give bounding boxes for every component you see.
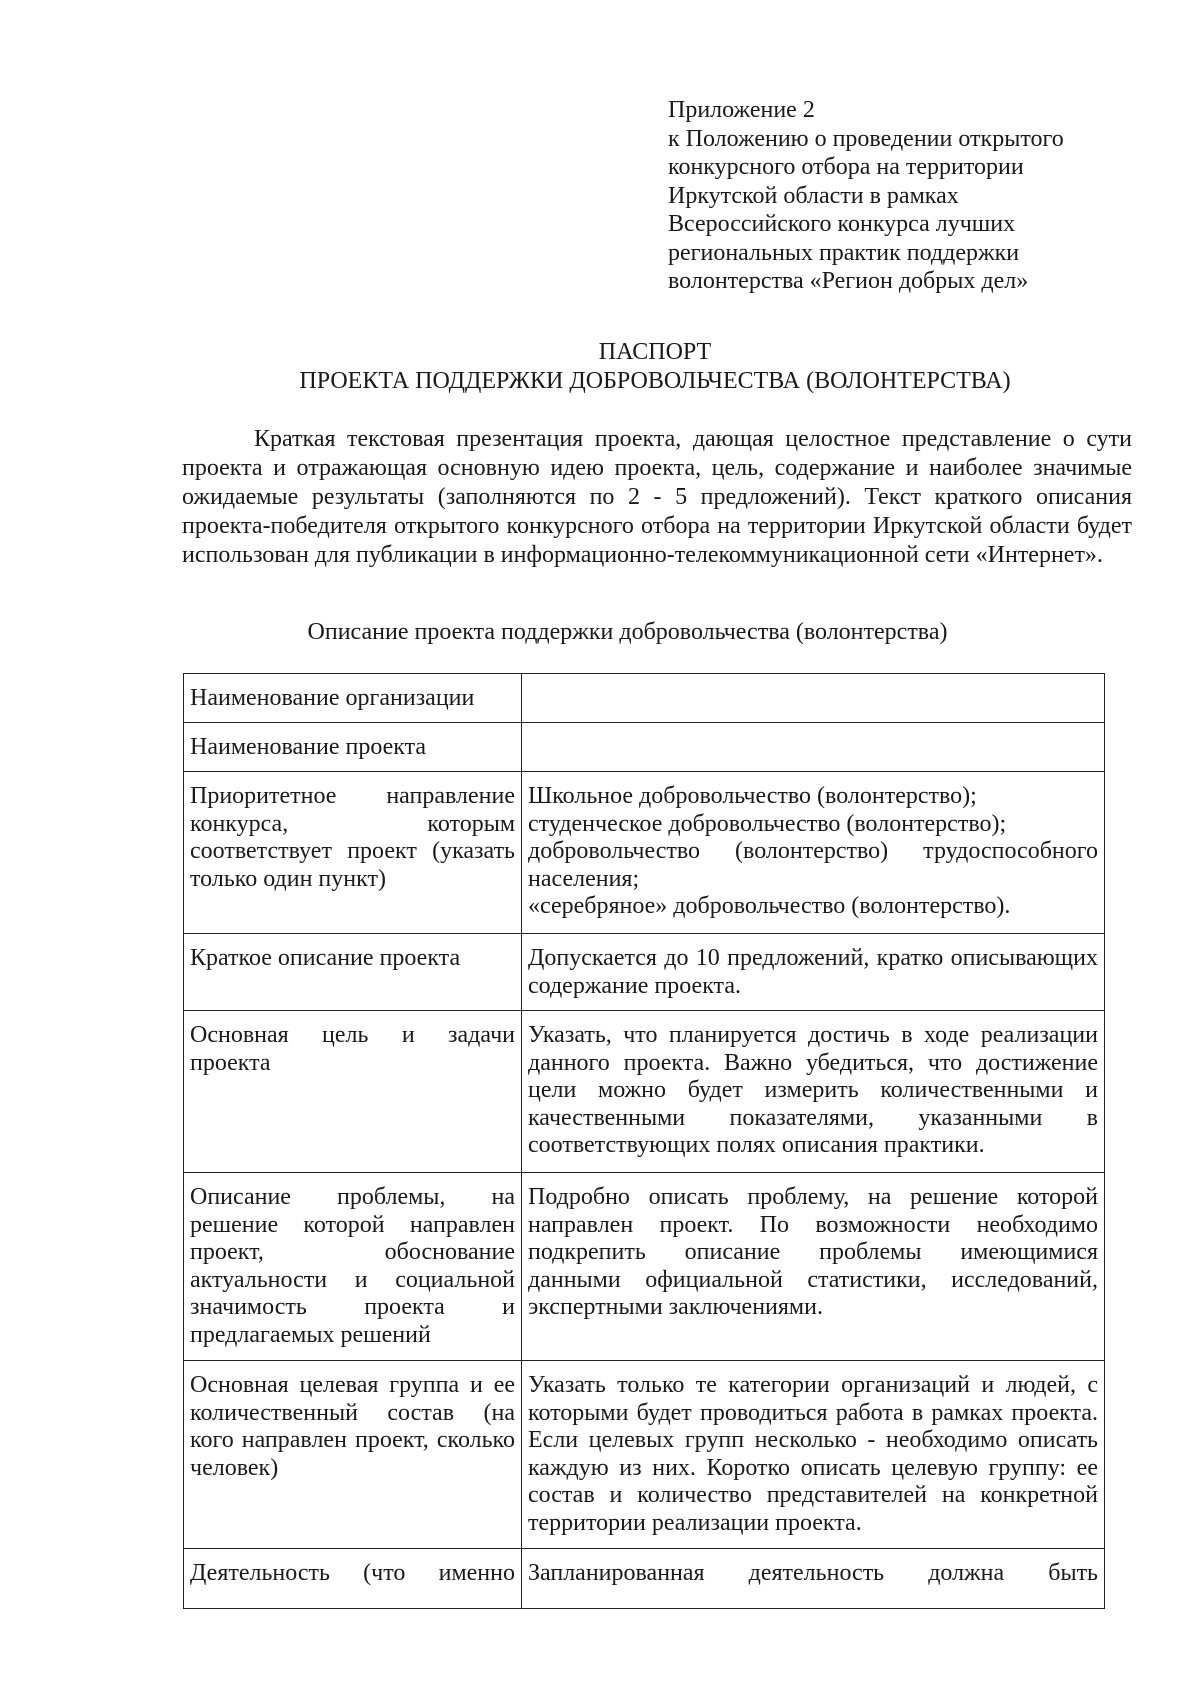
row-value: Допускается до 10 предложений, кратко описывающих содержание проекта. (522, 934, 1105, 1011)
appendix-line: региональных практик поддержки (668, 239, 1020, 266)
table-row (184, 772, 1105, 934)
row-value-line: «серебряное» добровольчество (волонтерство). (528, 893, 1011, 919)
row-value-line: добровольчество (волонтерство) трудоспособного населения; (528, 838, 1098, 892)
table-caption: Описание проекта поддержки добровольчества (волонтерства) (307, 619, 948, 645)
row-label: Приоритетное направление конкурса, которым соответствует проект (указать только один пункт) (184, 772, 522, 934)
row-label: Основная цель и задачи проекта (184, 1011, 522, 1173)
table-row (184, 1361, 1105, 1549)
table-row (184, 1549, 1105, 1609)
appendix-line: Приложение 2 (668, 97, 815, 123)
row-value (522, 723, 1105, 772)
row-value (522, 772, 1105, 934)
row-value: Подробно описать проблему, на решение которой направлен проект. По возможности необходимо подкрепить описание проблемы имеющимися данными официальной статистики, исследований, экспертными заключениями. (522, 1173, 1105, 1361)
table-row (184, 934, 1105, 1011)
row-value-line: студенческое добровольчество (волонтерство); (528, 810, 1007, 837)
row-value (522, 674, 1105, 723)
row-label: Наименование проекта (184, 723, 522, 772)
passport-table (183, 673, 1105, 1609)
appendix-header (668, 96, 1138, 296)
row-value: Указать, что планируется достичь в ходе реализации данного проекта. Важно убедиться, что достижение цели можно будет измерить количественными и качественными показателями, указанными в соответствующих полях описания практики. (522, 1011, 1105, 1173)
row-label: Наименование организации (184, 674, 522, 723)
appendix-line: волонтерства «Регион добрых дел» (668, 268, 1029, 294)
row-label: Основная целевая группа и ее количественный состав (на кого направлен проект, сколько человек) (184, 1361, 522, 1549)
appendix-line: Всероссийского конкурса лучших (668, 211, 1016, 237)
row-label: Описание проблемы, на решение которой направлен проект, обоснование актуальности и социальной значимость проекта и предлагаемых решений (184, 1173, 522, 1361)
document-title: ПАСПОРТ (598, 339, 712, 365)
appendix-line: Иркутской области в рамках (668, 182, 959, 209)
row-label: Деятельность (что именно (184, 1549, 522, 1609)
row-value: Запланированная деятельность должна быть (522, 1549, 1105, 1609)
appendix-line: конкурсного отбора на территории (668, 154, 1024, 180)
intro-paragraph: Краткая текстовая презентация проекта, дающая целостное представление о сути проекта и отражающая основную идею проекта, цель, содержание и наиболее значимые ожидаемые результаты (заполняются по 2 - 5 предложений). Текст краткого описания проекта-победителя открытого конкурсного отбора на территории Иркутской области будет использован для публикации в информационно-телекоммуникационной сети «Интернет». (182, 426, 1132, 568)
row-label: Краткое описание проекта (184, 934, 522, 1011)
row-value-line: Школьное добровольчество (волонтерство); (528, 783, 977, 809)
row-value: Указать только те категории организаций и людей, с которыми будет проводиться работа в рамках проекта. Если целевых групп несколько - необходимо описать каждую из них. Коротко описать целевую группу: ее состав и количество представителей на конкретной территории реализации проекта. (522, 1361, 1105, 1549)
table-row (184, 674, 1105, 723)
document-subtitle: ПРОЕКТА ПОДДЕРЖКИ ДОБРОВОЛЬЧЕСТВА (ВОЛОНТЕРСТВА) (299, 368, 1011, 394)
table-row (184, 1173, 1105, 1361)
table-row (184, 1011, 1105, 1173)
table-row (184, 723, 1105, 772)
appendix-line: к Положению о проведении открытого (668, 125, 1064, 152)
